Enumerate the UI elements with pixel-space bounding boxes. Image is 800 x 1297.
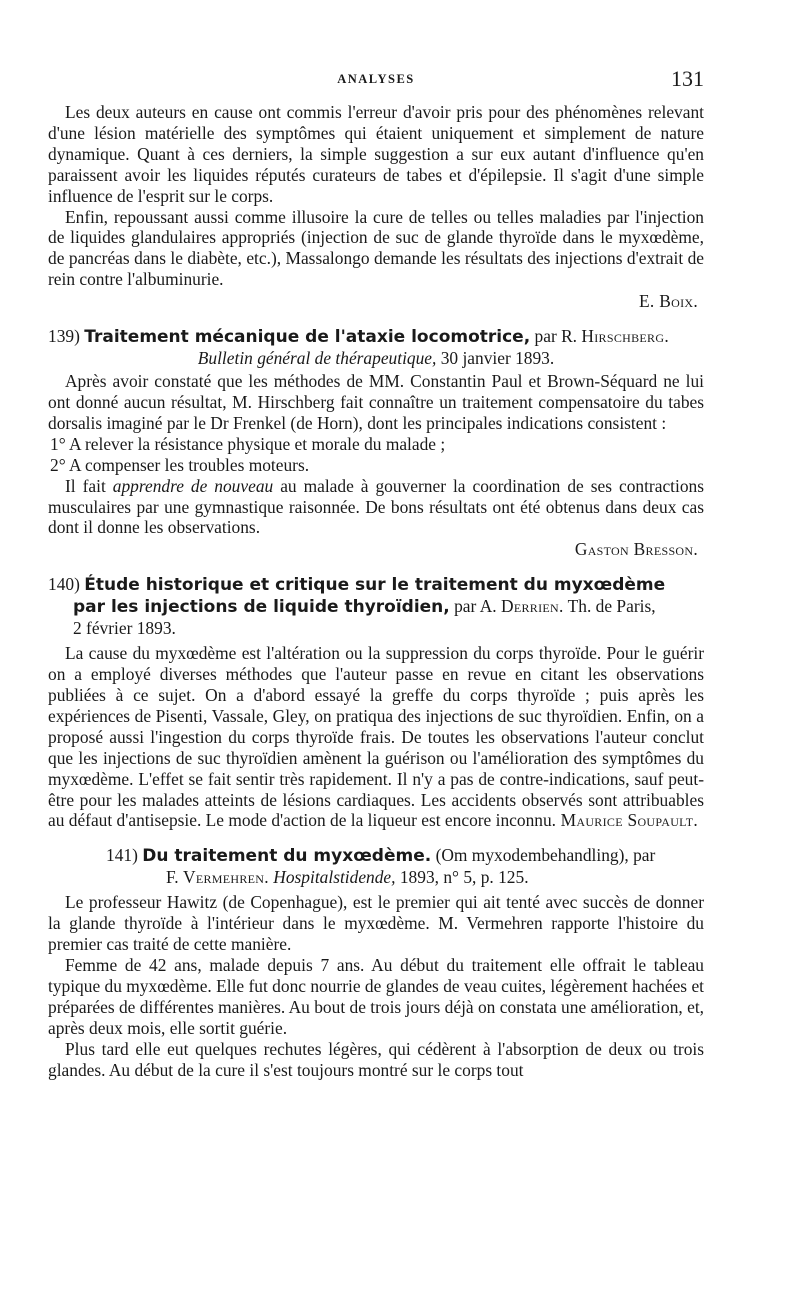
article-141-number: 141) xyxy=(106,845,138,866)
article-140-number: 140) xyxy=(48,574,80,595)
article-140-author: Derrien. xyxy=(500,596,564,617)
article-139-p2-end: au malade à gouverner la coordination de ses contractions musculaires par une gymnastique raisonnée. De bons résultats ont été obtenus dans deux cas dont il donne les observations. xyxy=(48,475,704,538)
intro-section xyxy=(48,102,704,312)
article-141-source-line xyxy=(48,867,704,888)
running-title: ANALYSES xyxy=(337,72,415,86)
article-140-date: 2 février 1893. xyxy=(73,618,176,639)
article-141-title: Du traitement du myxœdème. xyxy=(142,846,432,867)
article-139-paragraph-2 xyxy=(48,476,704,539)
article-139-heading xyxy=(48,326,704,348)
article-141-paragraph-1: Le professeur Hawitz (de Copenhague), est le premier qui ait tenté avec succès de donner la glande thyroïde à l'intérieur dans le myxœdème. M. Vermehren rapporte l'histoire du premier cas traité de cette manière. xyxy=(48,892,704,955)
article-139-item-2: 2° A compenser les troubles moteurs. xyxy=(50,454,310,475)
article-141-source: Hospitalstidende, xyxy=(273,867,396,888)
article-139-p2-emphasis: apprendre de nouveau xyxy=(112,475,274,496)
page-number: 131 xyxy=(671,66,704,91)
article-139-item-1: 1° A relever la résistance physique et morale du malade ; xyxy=(50,433,446,454)
article-139-source-line xyxy=(48,348,704,369)
intro-paragraph-2: Enfin, repoussant aussi comme illusoire la cure de telles ou telles maladies par l'injection de liquides glandulaires appropriés (injection de suc de glande thyroïde dans le myxœdème, de pancréas dans le diabète, etc.), Massalongo demande les résultats des injections d'extrait de rein contre l'albuminurie. xyxy=(48,206,704,290)
article-139 xyxy=(48,326,704,560)
article-140-signature: Maurice Soupault. xyxy=(560,810,698,831)
article-140-heading xyxy=(48,574,704,596)
article-139-paragraph-1: Après avoir constaté que les méthodes de MM. Constantin Paul et Brown-Séquard ne lui ont donné aucun résultat, M. Hirschberg fait connaître un traitement compensatoire du tabes dorsalis imaginé par le Dr Frenkel (de Horn), dont les principales indications consistent : xyxy=(48,371,704,433)
article-140-title-line-2: par les injections de liquide thyroïdien, xyxy=(73,597,450,618)
article-139-source: Bulletin général de thérapeutique, xyxy=(197,348,437,369)
article-140-source: Th. de Paris, xyxy=(567,596,656,617)
document-page xyxy=(48,66,704,1080)
article-139-date: 30 janvier 1893. xyxy=(440,348,555,369)
article-139-author: Hirschberg. xyxy=(581,326,669,347)
article-139-signature: Gaston Bresson. xyxy=(574,539,698,560)
intro-signature: E. Boix. xyxy=(639,291,698,312)
article-141-paragraph-3: Plus tard elle eut quelques rechutes légères, qui cédèrent à l'absorption de deux ou trois glandes. Au début de la cure il s'est toujours montré sur le corps tout xyxy=(48,1038,704,1080)
article-141-subtitle: (Om myxodembehandling), par xyxy=(435,845,656,866)
article-140-by: par A. xyxy=(454,596,497,617)
intro-paragraph-1: Les deux auteurs en cause ont commis l'erreur d'avoir pris pour des phénomènes relevant d'une lésion matérielle des symptômes qui étaient uniquement et simplement de nature dynamique. Quant à ces derniers, la simple suggestion a sur eux autant d'influence qu'en paraissent avoir les liquides réputés curateurs de tabes et d'épilepsie. Il s'agit d'une simple influence de l'esprit sur le corps. xyxy=(48,102,704,206)
article-141-date: 1893, n° 5, p. 125. xyxy=(399,867,529,888)
article-141-heading xyxy=(48,845,704,867)
article-139-by: par R. xyxy=(534,326,578,347)
article-139-p2-start: Il fait xyxy=(65,475,106,496)
article-139-title: Traitement mécanique de l'ataxie locomotrice, xyxy=(84,327,531,348)
article-140-title-line-1: Étude historique et critique sur le traitement du myxœdème xyxy=(84,575,666,596)
article-141-paragraph-2: Femme de 42 ans, malade depuis 7 ans. Au début du traitement elle offrait le tableau typique du myxœdème. Elle fut donc nourrie de glandes de veau cuites, légèrement hachées et préparées de différentes manières. Au bout de trois jours déjà on constata une amélioration, et, après deux mois, elle sortit guérie. xyxy=(48,955,704,1038)
article-141-author: Vermehren. xyxy=(183,867,269,888)
article-141 xyxy=(48,845,704,1080)
article-140-heading-continued xyxy=(48,596,704,618)
page-header xyxy=(48,66,704,102)
article-141-author-initial: F. xyxy=(166,867,179,888)
article-139-number: 139) xyxy=(48,326,80,347)
article-140 xyxy=(48,574,704,831)
article-140-body: La cause du myxœdème est l'altération ou la suppression du corps thyroïde. Pour le guérir on a employé diverses méthodes que l'auteur passe en revue en citant les observations publiées à ce sujet. On a d'abord essayé la greffe du corps thyroïde ; puis après les expériences de Pisenti, Vassale, Gley, on pratiqua des injections de suc thyroïdien. Enfin, on a proposé aussi l'ingestion du corps thyroïde frais. De toutes les observations l'auteur conclut que les injections de suc thyroïdien amènent la guérison ou l'amélioration des symptômes du myxœdème. L'effet se fait sentir très rapidement. Il n'y a pas de contre-indications, sauf peut-être pour les malades atteints de lésions cardiaques. Les accidents observés sont attribuables au défaut d'antisepsie. Le mode d'action de la liqueur est encore inconnu. xyxy=(48,643,704,831)
